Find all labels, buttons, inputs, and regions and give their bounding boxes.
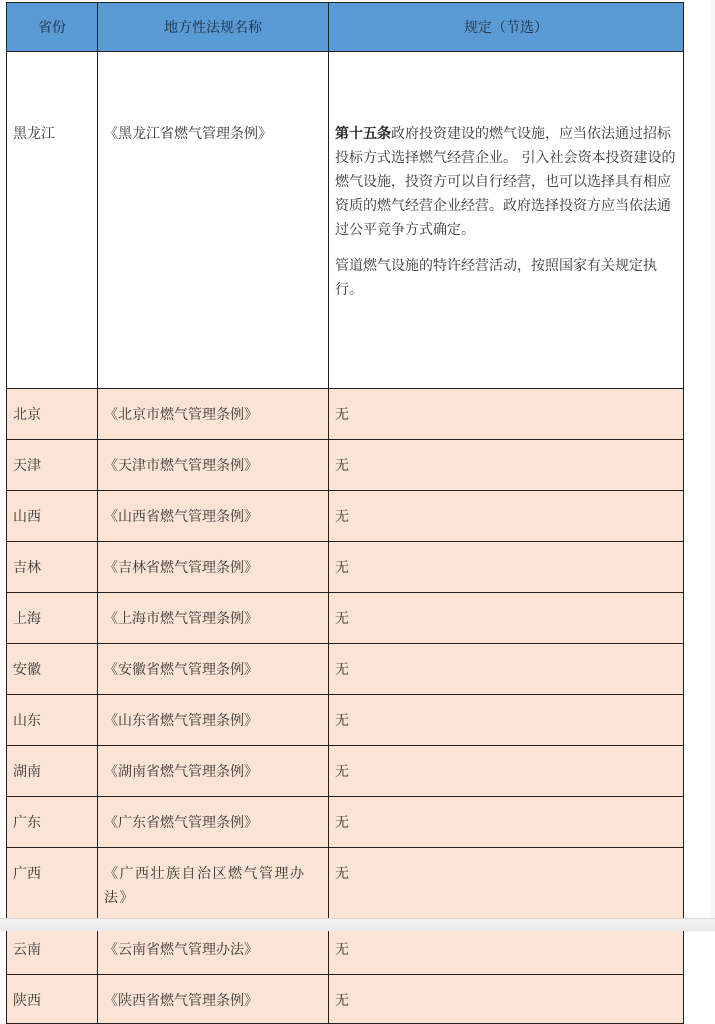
table-row	[7, 542, 684, 593]
table-row	[7, 440, 684, 491]
law-name-cell: 《上海市燃气管理条例》	[98, 593, 329, 644]
provision-paragraph: 管道燃气设施的特许经营活动，按照国家有关规定执行。	[335, 258, 657, 298]
provision-cell: 无	[329, 593, 684, 644]
provision-cell: 无	[329, 848, 684, 924]
header-law-name: 地方性法规名称	[98, 3, 329, 52]
law-name-cell: 《湖南省燃气管理条例》	[98, 746, 329, 797]
province-cell: 安徽	[7, 644, 98, 695]
province-cell: 湖南	[7, 746, 98, 797]
law-name-cell: 《吉林省燃气管理条例》	[98, 542, 329, 593]
header-province: 省份	[7, 3, 98, 52]
provision-cell: 无	[329, 542, 684, 593]
article-label: 第十五条	[335, 126, 391, 142]
provision-cell: 无	[329, 975, 684, 1024]
province-cell: 广西	[7, 848, 98, 924]
provision-cell: 无	[329, 695, 684, 746]
table-row	[7, 848, 684, 924]
header-provisions: 规定（节选）	[329, 3, 684, 52]
provision-cell: 无	[329, 491, 684, 542]
provision-cell: 无	[329, 746, 684, 797]
provision-text: 政府投资建设的燃气设施，应当依法通过招标投标方式选择燃气经营企业。 引入社会资本投资建设的燃气设施，投资方可以自行经营，也可以选择具有相应资质的燃气经营企业经营。政府选择投资方应当依法通过公平竞争方式确定。	[335, 126, 676, 238]
law-name-cell: 《安徽省燃气管理条例》	[98, 644, 329, 695]
provision-cell: 无	[329, 924, 684, 975]
law-name-cell: 《山西省燃气管理条例》	[98, 491, 329, 542]
provision-cell: 无	[329, 797, 684, 848]
law-name-cell: 《北京市燃气管理条例》	[98, 389, 329, 440]
province-cell: 黑龙江	[7, 52, 98, 389]
table-row	[7, 695, 684, 746]
law-name-cell: 《云南省燃气管理办法》	[98, 924, 329, 975]
table-header-row	[7, 3, 684, 52]
province-cell: 天津	[7, 440, 98, 491]
horizontal-scrollbar[interactable]	[0, 918, 715, 931]
page-edge	[710, 0, 715, 918]
table-row	[7, 644, 684, 695]
table-row	[7, 593, 684, 644]
province-cell: 云南	[7, 924, 98, 975]
law-name-cell: 《山东省燃气管理条例》	[98, 695, 329, 746]
province-cell: 山东	[7, 695, 98, 746]
table-row	[7, 746, 684, 797]
table-row	[7, 924, 684, 975]
provision-cell: 无	[329, 644, 684, 695]
table-row	[7, 52, 684, 389]
table-row	[7, 975, 684, 1024]
law-name-cell: 《广西壮族自治区燃气管理办法》	[98, 848, 329, 924]
provision-cell: 无	[329, 440, 684, 491]
provision-cell	[329, 52, 684, 389]
table-row	[7, 491, 684, 542]
table-row	[7, 797, 684, 848]
province-cell: 上海	[7, 593, 98, 644]
province-cell: 广东	[7, 797, 98, 848]
province-cell: 陕西	[7, 975, 98, 1024]
province-cell: 北京	[7, 389, 98, 440]
law-name-cell: 《天津市燃气管理条例》	[98, 440, 329, 491]
law-name-cell: 《陕西省燃气管理条例》	[98, 975, 329, 1024]
provision-paragraph	[335, 122, 677, 242]
provision-cell: 无	[329, 389, 684, 440]
province-cell: 山西	[7, 491, 98, 542]
gas-regulations-table	[6, 2, 684, 1024]
law-name-cell: 《黑龙江省燃气管理条例》	[98, 52, 329, 389]
regulations-table-container	[6, 2, 683, 1024]
law-name-cell: 《广东省燃气管理条例》	[98, 797, 329, 848]
province-cell: 吉林	[7, 542, 98, 593]
table-row	[7, 389, 684, 440]
